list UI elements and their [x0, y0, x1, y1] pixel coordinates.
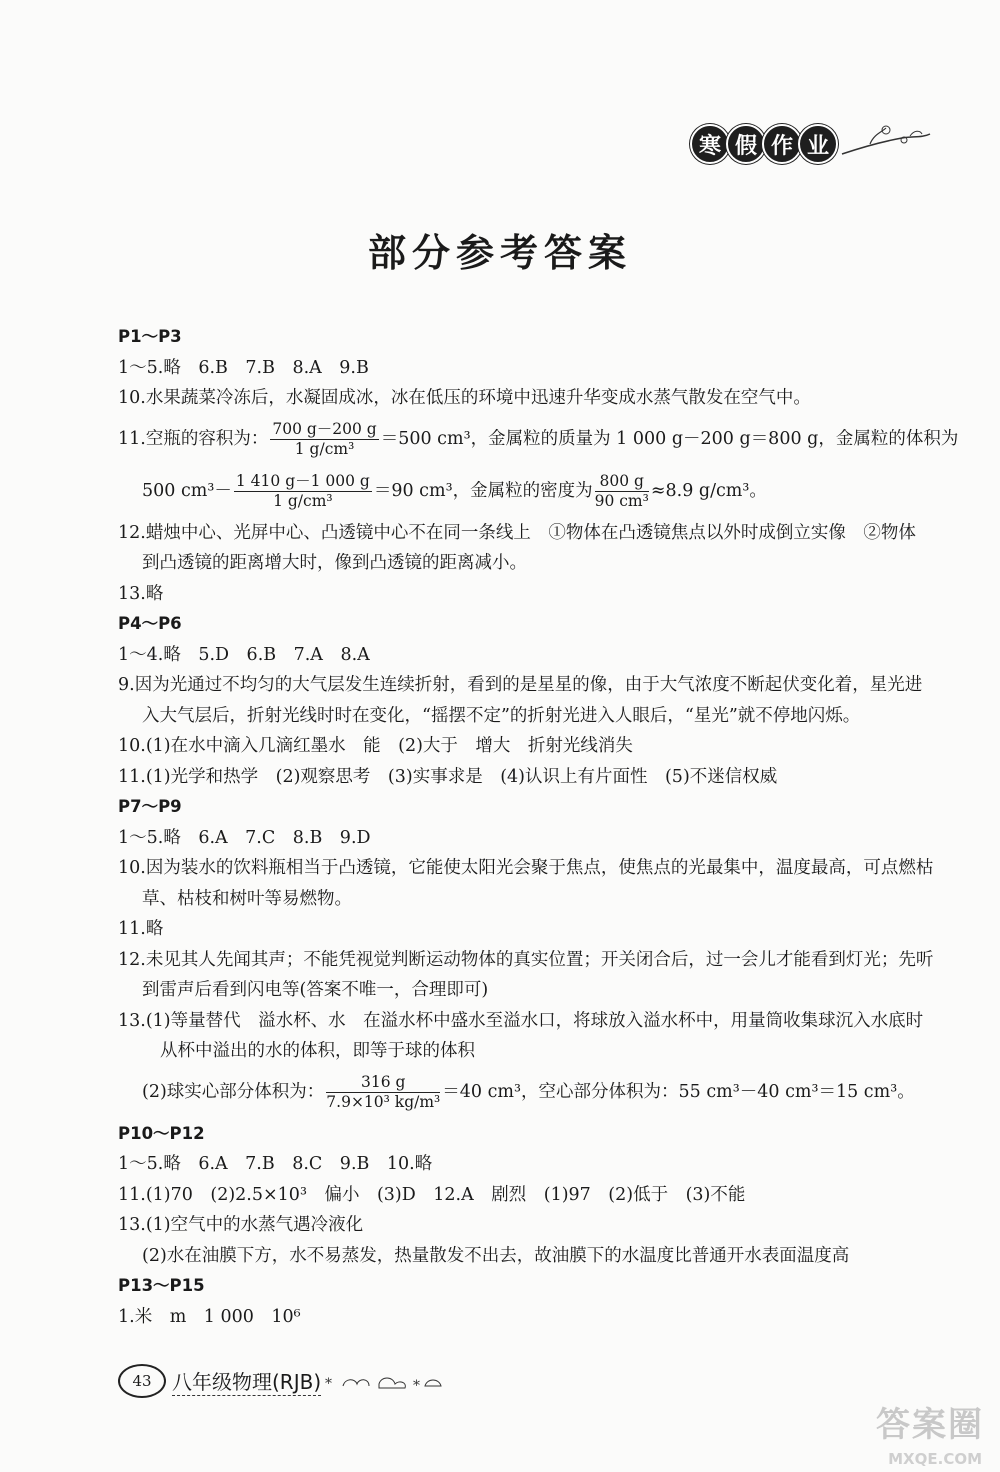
denominator: 90 cm³ — [594, 492, 649, 510]
winter-homework-badge — [690, 124, 932, 164]
section-heading: P4～P6 — [118, 614, 182, 633]
fraction — [234, 472, 372, 511]
answer-line: 1～4.略 5.D 6.B 7.A 8.A — [118, 644, 370, 665]
badge-char: 假 — [726, 124, 766, 164]
answer-line: 到凸透镜的距离增大时，像到凸透镜的距离减小。 — [142, 553, 527, 573]
svg-text:*: * — [325, 1376, 333, 1392]
fraction — [270, 420, 378, 459]
denominator: 7.9×10³ kg/m³ — [326, 1093, 441, 1111]
answer-line: 10.(1)在水中滴入几滴红墨水 能 (2)大于 增大 折射光线消失 — [118, 736, 633, 756]
answer-line: 12.未见其人先闻其声；不能凭视觉判断运动物体的真实位置；开关闭合后，过一会儿才能看到灯光；先听 — [118, 949, 934, 970]
section-heading: P10～P12 — [118, 1123, 205, 1143]
cloud-decoration-icon — [321, 1366, 451, 1396]
denominator: 1 g/cm³ — [273, 492, 333, 510]
answer-line: 11.略 — [118, 919, 164, 939]
badge-char: 业 — [798, 124, 838, 164]
branch-decoration-icon — [840, 124, 932, 164]
answer-line: 11.(1)70 (2)2.5×10³ 偏小 (3)D 12.A 剧烈 (1)97 (2)低于 (3)不能 — [118, 1184, 746, 1205]
answer-line: 到雷声后看到闪电等(答案不唯一，合理即可) — [142, 980, 489, 1000]
text: ＝500 cm³，金属粒的质量为 1 000 g－200 g＝800 g，金属粒的体积为 — [380, 429, 959, 450]
answer-line: 入大气层后，折射光线时时在变化，“摇摆不定”的折射光进入人眼后，“星光”就不停地闪烁。 — [142, 705, 861, 726]
text: 11.空瓶的容积为： — [118, 429, 269, 450]
numerator: 800 g — [595, 472, 649, 492]
answer-line: 1～5.略 6.A 7.C 8.B 9.D — [118, 827, 371, 848]
badge-char: 作 — [762, 124, 802, 164]
text: ≈8.9 g/cm³。 — [650, 481, 767, 502]
watermark-url: MXQE.COM — [888, 1450, 982, 1468]
answer-line: 9.因为光通过不均匀的大气层发生连续折射，看到的是星星的像，由于大气浓度不断起伏变化着，星光进 — [118, 675, 923, 695]
page-footer — [118, 1364, 451, 1398]
denominator: 1 g/cm³ — [294, 440, 355, 458]
text: (2)球实心部分体积为： — [142, 1082, 325, 1103]
watermark-logo: 答案圈 — [876, 1405, 984, 1445]
answer-line: 从杯中溢出的水的体积，即等于球的体积 — [160, 1041, 475, 1061]
fraction — [595, 472, 649, 511]
answer-line: 1～5.略 6.A 7.B 8.C 9.B 10.略 — [118, 1154, 433, 1174]
answer-line: 1～5.略 6.B 7.B 8.A 9.B — [118, 357, 369, 378]
numerator: 316 g — [326, 1073, 440, 1093]
text: 500 cm³－ — [142, 481, 232, 502]
answer-line-formula — [118, 414, 959, 466]
badge-char: 寒 — [690, 124, 730, 164]
text: ＝90 cm³，金属粒的密度为 — [373, 481, 593, 502]
svg-text:*: * — [413, 1378, 421, 1394]
answer-line: 12.蜡烛中心、光屏中心、凸透镜中心不在同一条线上 ①物体在凸透镜焦点以外时成倒立实像 ②物体 — [118, 522, 916, 543]
answer-line: 10.因为装水的饮料瓶相当于凸透镜，它能使太阳光会聚于焦点，使焦点的光最集中，温度最高，可点燃枯 — [118, 858, 934, 878]
answer-line: (2)水在油膜下方，水不易蒸发，热量散发不出去，故油膜下的水温度比普通开水表面温度高 — [142, 1245, 850, 1266]
book-subject: 八年级物理(RJB) — [172, 1366, 321, 1396]
numerator: 1 410 g－1 000 g — [235, 472, 370, 490]
answer-content — [118, 322, 959, 1332]
text: ＝40 cm³，空心部分体积为：55 cm³－40 cm³＝15 cm³。 — [442, 1082, 915, 1103]
answer-line: 13.(1)等量替代 溢水杯、水 在溢水杯中盛水至溢水口，将球放入溢水杯中，用量筒收集球沉入水底时 — [118, 1010, 924, 1031]
answer-line: 10.水果蔬菜冷冻后，水凝固成冰，冰在低压的环境中迅速升华变成水蒸气散发在空气中。 — [118, 388, 811, 408]
badge-chars — [690, 124, 834, 164]
page-number: 43 — [118, 1364, 166, 1398]
answer-line-formula — [118, 466, 948, 518]
answer-line-formula — [118, 1067, 948, 1119]
section-heading: P13～P15 — [118, 1276, 205, 1295]
answer-line: 13.略 — [118, 583, 164, 604]
answer-line: 13.(1)空气中的水蒸气遇冷液化 — [118, 1215, 364, 1235]
numerator: 700 g－200 g — [272, 420, 377, 438]
answer-line: 11.(1)光学和热学 (2)观察思考 (3)实事求是 (4)认识上有片面性 (5)不迷信权威 — [118, 766, 778, 787]
section-heading: P7～P9 — [118, 797, 182, 816]
answer-line: 草、枯枝和树叶等易燃物。 — [142, 888, 352, 909]
answer-line: 1.米 m 1 000 10⁶ — [118, 1306, 301, 1327]
fraction — [326, 1073, 440, 1112]
page-title: 部分参考答案 — [367, 231, 632, 275]
section-heading: P1～P3 — [118, 327, 182, 346]
